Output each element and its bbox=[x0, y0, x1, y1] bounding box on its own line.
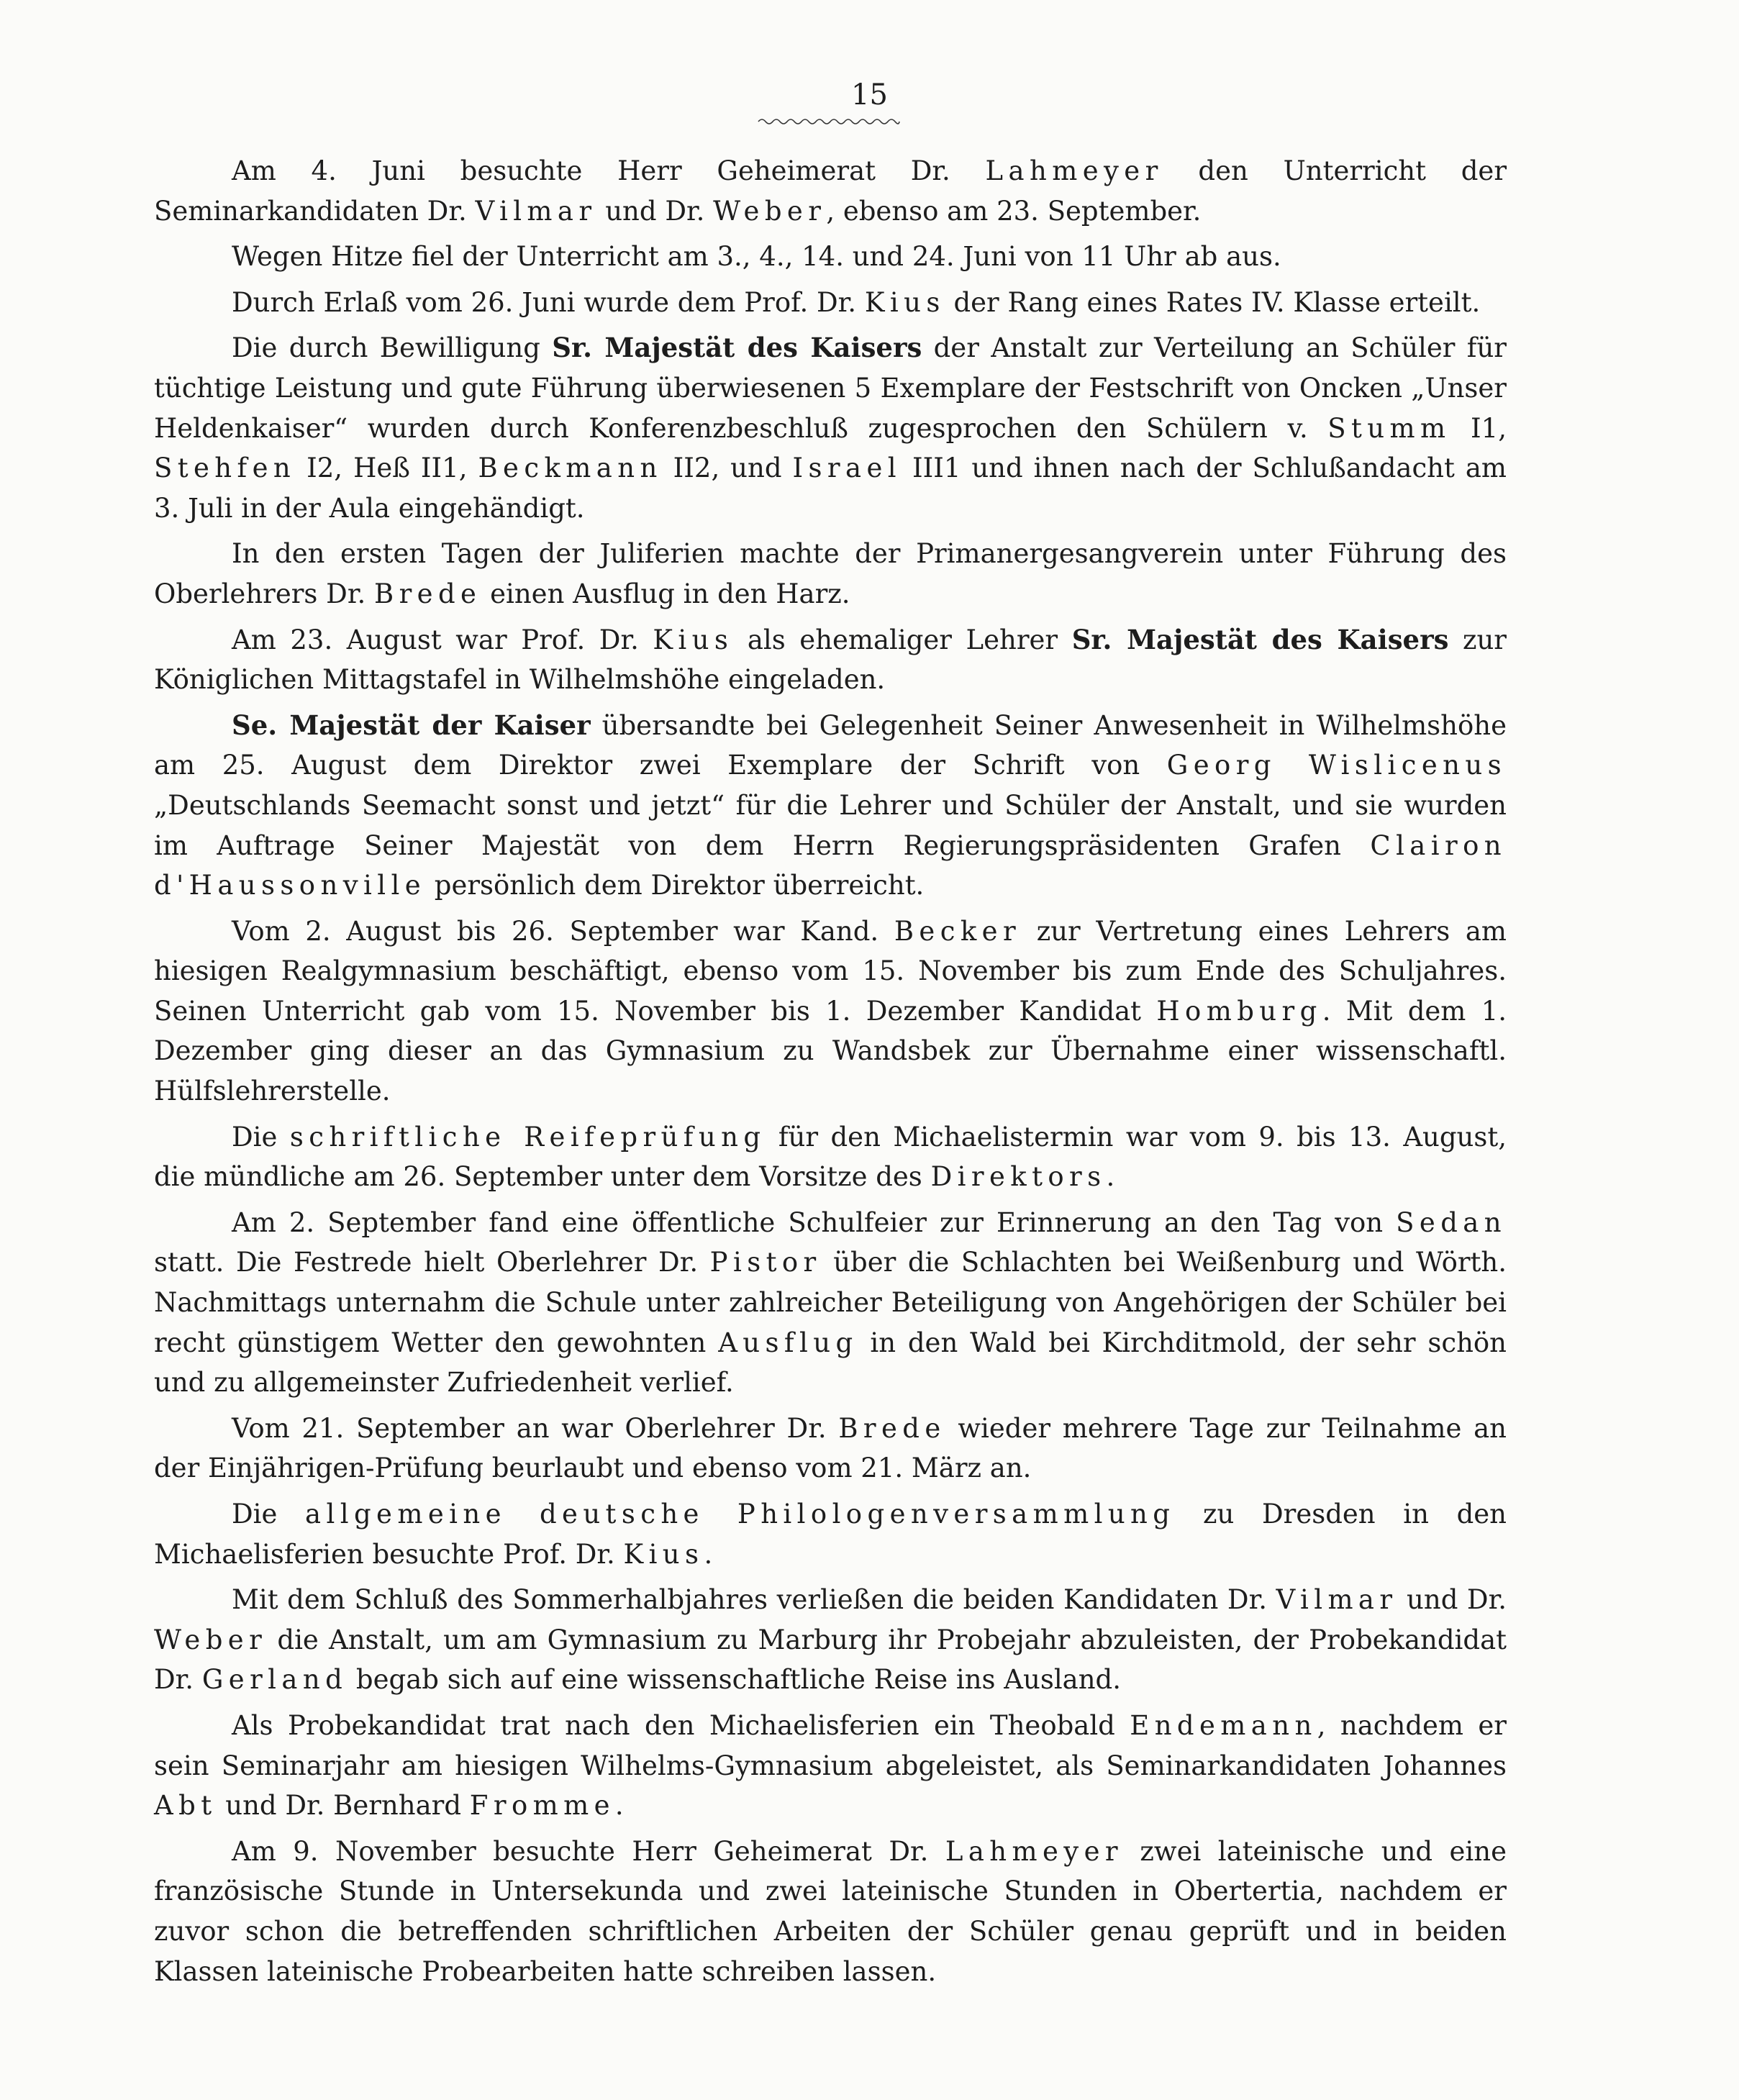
text-span: in den Wald bei Kirchditmold, der sehr schön und zu allgemeinster Zufriedenheit verlief. bbox=[154, 1327, 1507, 1399]
text-span: . bbox=[614, 1790, 624, 1822]
emphasis-term: allgemeine deutsche Philologenversammlung bbox=[305, 1499, 1176, 1529]
paragraph-becker-substitute bbox=[154, 912, 1507, 1112]
text-span: für den Michaelistermin war vom 9. bis 13. August, die mündliche am 26. September unter dem Vorsitze des bbox=[154, 1121, 1507, 1193]
text-span: zu Dresden in den Michaelisferien besuchte Prof. Dr. bbox=[154, 1499, 1507, 1570]
paragraph-royal-dinner bbox=[154, 620, 1507, 700]
paragraph-sedan-celebration bbox=[154, 1203, 1507, 1403]
text-span: In den ersten Tagen der Juliferien machte der Primanergesangverein unter Führung des Oberlehrers Dr. bbox=[154, 538, 1507, 609]
text-span: . bbox=[704, 1538, 713, 1570]
page-number: 15 bbox=[851, 78, 888, 112]
text-span: . Mit dem 1. Dezember ging dieser an das Gymnasium zu Wandsbek zur Übernahme einer wissenschaftl. Hülfslehrerstelle. bbox=[154, 995, 1507, 1107]
text-span: der Anstalt zur Verteilung an Schüler für tüchtige Leistung und gute Führung überwiesenen 5 Exemplare der Festschrift von Oncken „Unser Heldenkaiser“ wurden durch Konferenzbeschluß zugesprochen den Schülern v. bbox=[154, 332, 1507, 444]
person-name: Kius bbox=[864, 286, 945, 318]
text-span: , ebenso am 23. September. bbox=[826, 195, 1202, 227]
paragraph-kius-rank bbox=[154, 283, 1507, 323]
emphasis-majesty: Sr. Majestät des Kaisers bbox=[1071, 623, 1449, 655]
text-span: Mit dem Schluß des Sommerhalbjahres verließen die beiden Kandidaten Dr. bbox=[232, 1584, 1276, 1616]
text-span: persönlich dem Direktor überreicht. bbox=[426, 870, 925, 901]
person-name: Fromme bbox=[469, 1790, 615, 1822]
text-span: übersandte bei Gelegenheit Seiner Anwesenheit in Wilhelmshöhe am 25. August dem Direktor zwei Exemplare der Schrift von bbox=[154, 709, 1507, 781]
text-span: wieder mehrere Tage zur Teilnahme an der Einjährigen-Prüfung beurlaubt und ebenso vom 21. März an. bbox=[154, 1412, 1507, 1484]
paragraph-harz-excursion bbox=[154, 534, 1507, 614]
text-span: über die Schlachten bei Weißenburg und Wörth. Nachmittags unternahm die Schule unter zahlreicher Beteiligung von Angehörigen der Schüler bei recht günstigem Wetter den gewohnten bbox=[154, 1247, 1507, 1358]
text-span: , nachdem er sein Seminarjahr am hiesigen Wilhelms-Gymnasium abgeleistet, als Seminarkandidaten Johannes bbox=[154, 1709, 1507, 1781]
person-name: Abt bbox=[154, 1790, 217, 1822]
text-span: die Anstalt, um am Gymnasium zu Marburg ihr Probejahr abzuleisten, der Probekandidat Dr. bbox=[154, 1624, 1507, 1696]
person-name: Vilmar bbox=[1276, 1584, 1398, 1616]
text-span: II2, und bbox=[662, 453, 793, 484]
person-name: Lahmeyer bbox=[985, 155, 1163, 186]
person-name: Stehfen bbox=[154, 453, 296, 484]
emphasis-term: Direktors bbox=[930, 1161, 1107, 1193]
text-span: Am 23. August war Prof. Dr. bbox=[232, 624, 653, 655]
text-span: der Rang eines Rates IV. Klasse erteilt. bbox=[945, 286, 1481, 318]
text-span: Am 2. September fand eine öffentliche Schulfeier zur Erinnerung an den Tag von bbox=[232, 1206, 1397, 1238]
text-span: III1 und ihnen nach der Schlußandacht am 3. Juli in der Aula eingehändigt. bbox=[154, 453, 1507, 524]
paragraph-festschrift-award bbox=[154, 328, 1507, 528]
text-span: Die durch Bewilligung bbox=[232, 332, 553, 364]
place-name: Sedan bbox=[1396, 1206, 1507, 1238]
person-name: Beckmann bbox=[478, 453, 663, 484]
text-span: begab sich auf eine wissenschaftliche Reise ins Ausland. bbox=[348, 1664, 1121, 1696]
text-span: zwei lateinische und eine französische Stunde in Untersekunda und zwei lateinische Stunden in Obertertia, nachdem er zuvor schon die betreffenden schriftlichen Arbeiten der Schüler genau geprüft und in beiden Klassen lateinische Probearbeiten hatte schreiben lassen. bbox=[154, 1835, 1507, 1987]
person-name: Kius bbox=[623, 1538, 704, 1570]
paragraph-kaiser-gift bbox=[154, 706, 1507, 906]
emphasis-term: schriftliche Reifeprüfung bbox=[289, 1121, 766, 1153]
person-name: Endemann bbox=[1130, 1709, 1317, 1741]
text-span: Vom 21. September an war Oberlehrer Dr. bbox=[232, 1412, 839, 1444]
text-span: Wegen Hitze fiel der Unterricht am 3., 4., 14. und 24. Juni von 11 Uhr ab aus. bbox=[232, 241, 1281, 273]
text-span: Durch Erlaß vom 26. Juni wurde dem Prof. Dr. bbox=[232, 286, 865, 318]
person-name: Brede bbox=[838, 1412, 946, 1444]
text-span: als ehemaliger Lehrer bbox=[733, 624, 1072, 655]
text-span: zur Vertretung eines Lehrers am hiesigen Realgymnasium beschäftigt, ebenso vom 15. November bis zum Ende des Schuljahres. Seinen Unterricht gab vom 15. November bis 1. Dezember Kandidat bbox=[154, 915, 1507, 1027]
paragraph-brede-leave bbox=[154, 1409, 1507, 1488]
person-name: Georg Wislicenus bbox=[1166, 750, 1507, 781]
text-span: Als Probekandidat trat nach den Michaelisferien ein Theobald bbox=[232, 1709, 1130, 1741]
emphasis-majesty: Se. Majestät der Kaiser bbox=[232, 709, 591, 741]
person-name: Gerland bbox=[201, 1664, 348, 1696]
body-text bbox=[154, 151, 1507, 1997]
person-name: Clairon d'Haussonville bbox=[154, 829, 1507, 901]
paragraph-reifepruefung bbox=[154, 1117, 1507, 1197]
person-name: Homburg bbox=[1156, 995, 1322, 1027]
person-name: Israel bbox=[792, 453, 902, 484]
text-span: statt. Die Festrede hielt Oberlehrer Dr. bbox=[154, 1247, 710, 1278]
person-name: Becker bbox=[894, 915, 1022, 947]
text-span: Die bbox=[232, 1121, 290, 1153]
person-name: Lahmeyer bbox=[945, 1835, 1123, 1867]
text-span: Vom 2. August bis 26. September war Kand. bbox=[232, 915, 894, 947]
paragraph-lahmeyer-visit-june bbox=[154, 151, 1507, 231]
text-span: Am 9. November besuchte Herr Geheimerat Dr. bbox=[232, 1835, 945, 1867]
emphasis-term: Ausflug bbox=[718, 1327, 858, 1358]
paragraph-heat-closure bbox=[154, 237, 1507, 277]
paragraph-new-candidates bbox=[154, 1706, 1507, 1826]
paragraph-lahmeyer-visit-november bbox=[154, 1832, 1507, 1991]
text-span: Die bbox=[232, 1499, 306, 1529]
text-span: „Deutschlands Seemacht sonst und jetzt“ für die Lehrer und Schüler der Anstalt, und sie wurden im Auftrage Seiner Majestät von dem Herrn Regierungspräsidenten Grafen bbox=[154, 789, 1507, 861]
text-span: zur Königlichen Mittagstafel in Wilhelmshöhe eingeladen. bbox=[154, 624, 1507, 696]
text-span: I1, bbox=[1450, 412, 1507, 444]
person-name: Weber bbox=[713, 195, 827, 227]
person-name: Vilmar bbox=[475, 195, 597, 227]
text-span: II1, bbox=[409, 453, 478, 484]
person-name: Kius bbox=[653, 624, 734, 655]
text-span: . bbox=[1106, 1161, 1115, 1193]
page-number-ornament bbox=[757, 117, 901, 127]
text-span: und Dr. Bernhard bbox=[217, 1790, 470, 1822]
text-span: den Unterricht der Seminarkandidaten Dr. bbox=[154, 155, 1507, 227]
text-span: einen Ausflug in den Harz. bbox=[481, 578, 850, 609]
text-span: und Dr. bbox=[596, 195, 714, 227]
text-span: I2, bbox=[296, 453, 354, 484]
emphasis-majesty: Sr. Majestät des Kaisers bbox=[552, 332, 922, 364]
person-name: Pistor bbox=[709, 1247, 822, 1278]
paragraph-philologenversammlung bbox=[154, 1494, 1507, 1574]
text-span: Am 4. Juni besuchte Herr Geheimerat Dr. bbox=[232, 155, 986, 186]
person-name: Weber bbox=[154, 1624, 268, 1655]
paragraph-candidates-leave bbox=[154, 1580, 1507, 1700]
person-name: Heß bbox=[353, 453, 410, 484]
person-name: Stumm bbox=[1327, 412, 1451, 444]
text-span: und Dr. bbox=[1397, 1584, 1507, 1616]
person-name: Brede bbox=[374, 578, 482, 609]
